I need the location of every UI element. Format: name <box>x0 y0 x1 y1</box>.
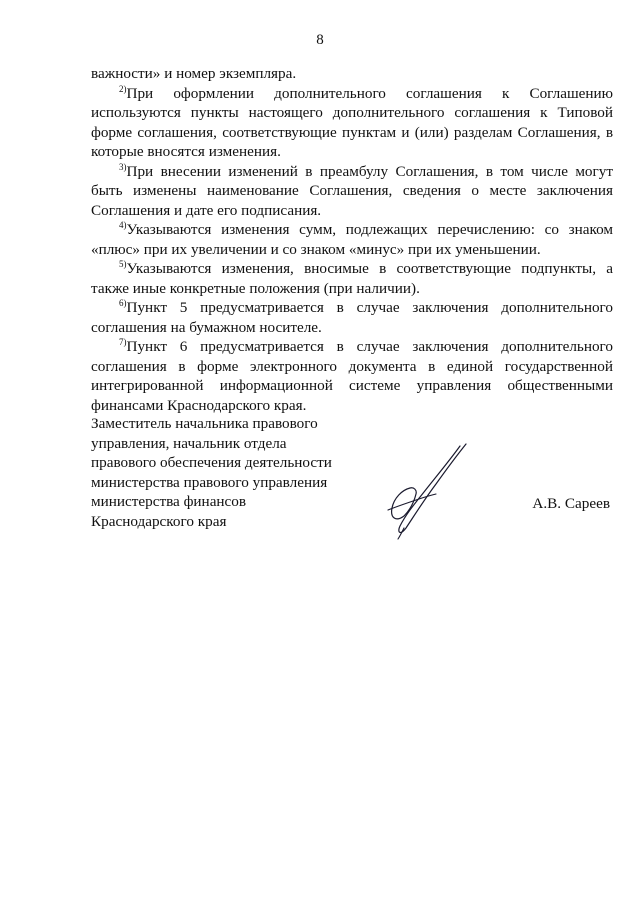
signer-position-line: правового обеспечения деятельности <box>91 454 332 471</box>
footnote-text: Указываются изменения сумм, подлежащих перечислению: со знаком «плюс» при их увеличении и со знаком «минус» при их уменьшении. <box>91 221 613 258</box>
footnote-marker: 7) <box>119 337 127 347</box>
footnote-text: Пункт 6 предусматривается в случае заключения дополнительного соглашения в форме электронного документа в единой государственной интегрированной информационной системе управления общественными финансами Краснодарского края. <box>91 338 613 414</box>
signer-position-line: министерства финансов <box>91 493 247 510</box>
signer-position-line: управления, начальник отдела <box>91 434 287 452</box>
footnote-2 <box>91 84 613 162</box>
footnote-text: При внесении изменений в преамбулу Соглашения, в том числе могут быть изменены наименование Соглашения, сведения о месте заключения Соглашения и дате его подписания. <box>91 162 613 219</box>
footnote-text: Пункт 5 предусматривается в случае заключения дополнительного соглашения на бумажном носителе. <box>91 299 613 336</box>
footnote-marker: 6) <box>119 298 127 308</box>
footnote-text: При оформлении дополнительного соглашения к Соглашению используются пункты настоящего дополнительного соглашения к Типовой форме соглашения, соответствующие пунктам и (или) разделам Соглашения, в которые вносятся изменения. <box>91 84 613 160</box>
footnote-marker: 2) <box>119 83 127 94</box>
footnote-4 <box>91 220 613 259</box>
footnote-marker: 4) <box>119 220 127 230</box>
page-number: 8 <box>316 32 324 48</box>
footnote-6 <box>91 298 613 337</box>
footnote-text: Указываются изменения, вносимые в соответствующие подпункты, а также иные конкретные положения (при наличии). <box>91 260 613 297</box>
signer-position <box>91 414 351 531</box>
signer-position-line: Краснодарского края <box>91 512 227 530</box>
footnote-7 <box>91 337 613 415</box>
footnote-continuation <box>91 64 613 84</box>
footnote-5 <box>91 259 613 298</box>
signer-position-line: министерства правового управления <box>91 473 328 491</box>
footnote-text: важности» и номер экземпляра. <box>91 65 297 82</box>
signer-position-line: Заместитель начальника правового <box>91 415 318 432</box>
footnote-marker: 3) <box>119 161 127 172</box>
footnote-3 <box>91 162 613 221</box>
footnote-marker: 5) <box>119 259 127 269</box>
handwritten-signature <box>380 440 472 540</box>
signer-name: А.В. Сареев <box>532 495 610 512</box>
footnotes-text <box>91 64 613 415</box>
